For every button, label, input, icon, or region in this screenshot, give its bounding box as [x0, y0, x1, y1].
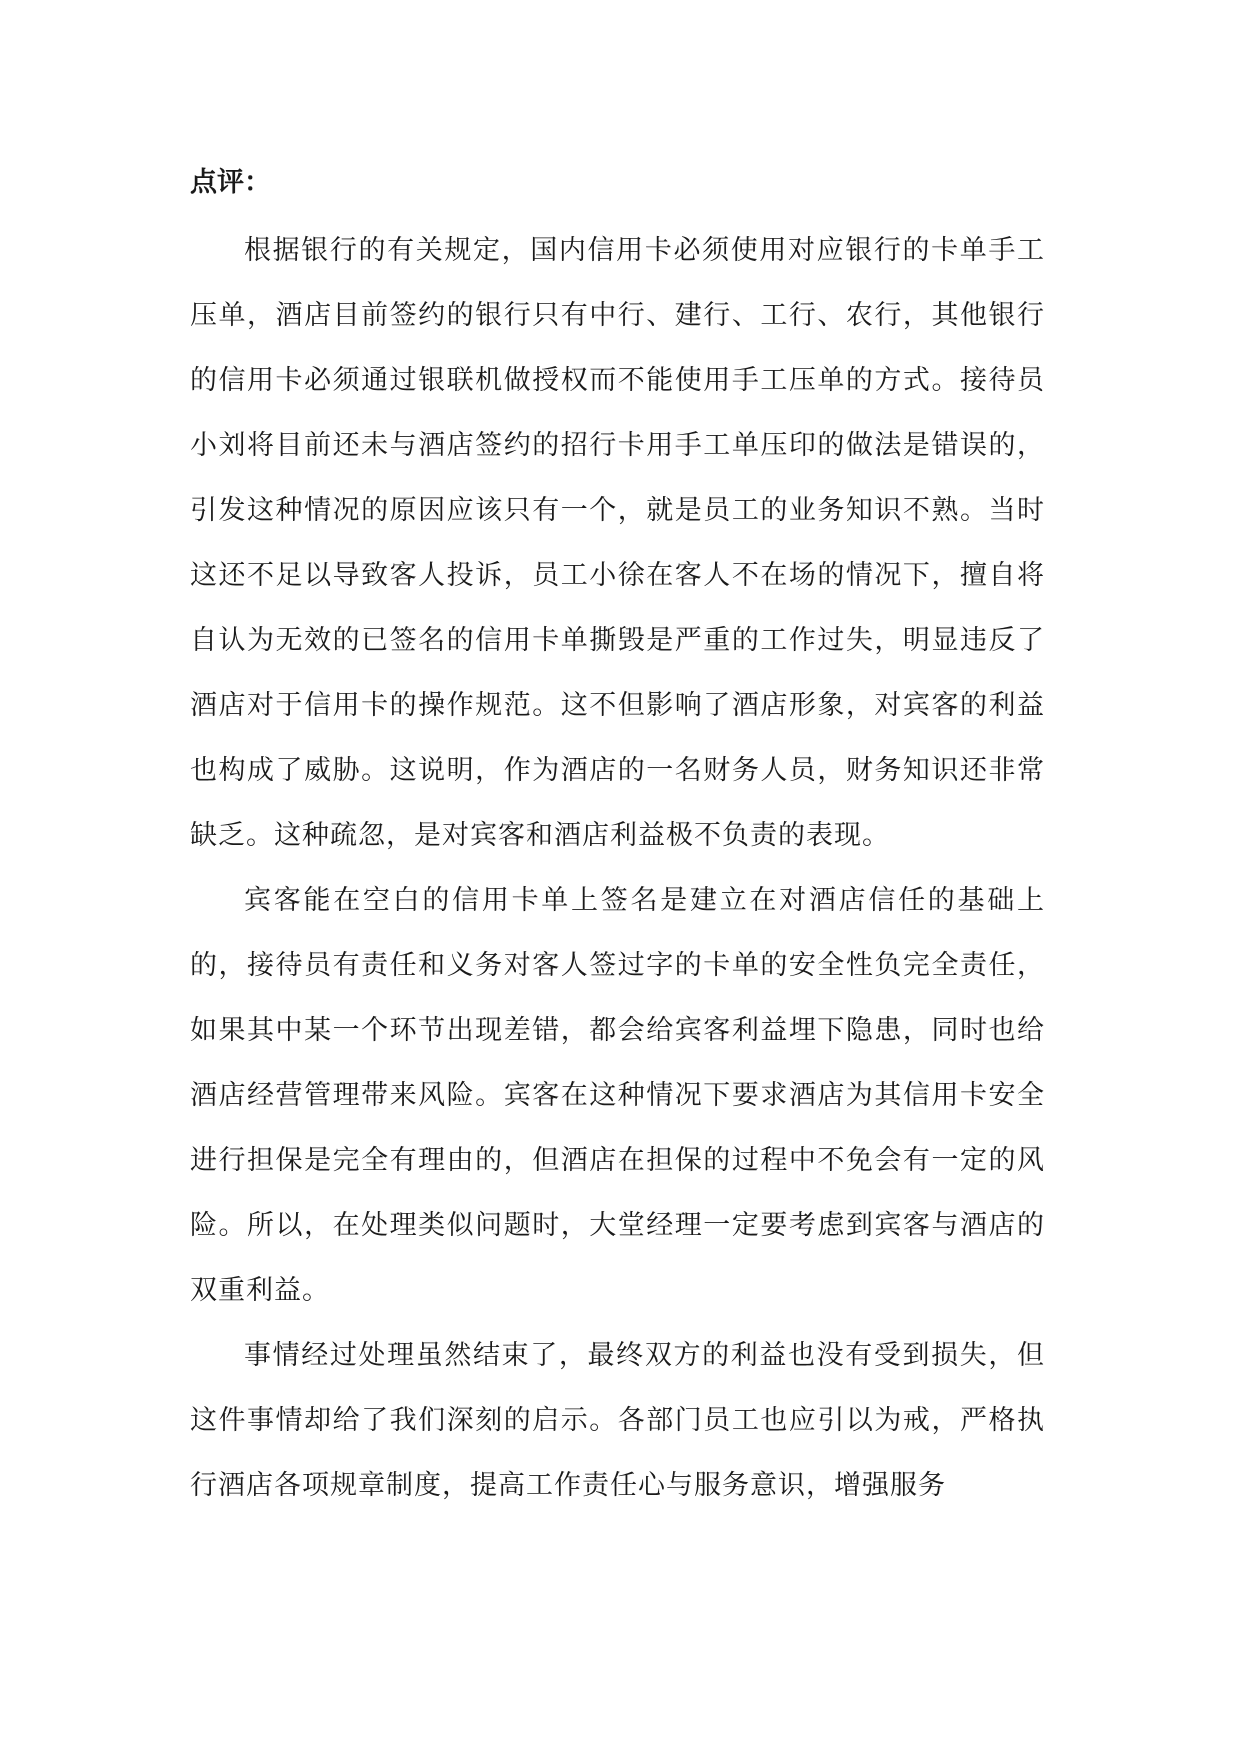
paragraph-1: 根据银行的有关规定，国内信用卡必须使用对应银行的卡单手工压单，酒店目前签约的银行只有中行、建行、工行、农行，其他银行的信用卡必须通过银联机做授权而不能使用手工压单的方式。接待员小刘将目前还未与酒店签约的招行卡用手工单压印的做法是错误的，引发这种情况的原因应该只有一个，就是员工的业务知识不熟。当时这还不足以导致客人投诉，员工小徐在客人不在场的情况下，擅自将自认为无效的已签名的信用卡单撕毁是严重的工作过失，明显违反了酒店对于信用卡的操作规范。这不但影响了酒店形象，对宾客的利益也构成了威胁。这说明，作为酒店的一名财务人员，财务知识还非常缺乏。这种疏忽，是对宾客和酒店利益极不负责的表现。: [190, 235, 1045, 851]
document-body: [190, 150, 1045, 1518]
paragraph-3: 事情经过处理虽然结束了，最终双方的利益也没有受到损失，但这件事情却给了我们深刻的启示。各部门员工也应引以为戒，严格执行酒店各项规章制度，提高工作责任心与服务意识，增强服务: [190, 1340, 1045, 1501]
paragraph-2: 宾客能在空白的信用卡单上签名是建立在对酒店信任的基础上的，接待员有责任和义务对客人签过字的卡单的安全性负完全责任，如果其中某一个环节出现差错，都会给宾客利益埋下隐患，同时也给酒店经营管理带来风险。宾客在这种情况下要求酒店为其信用卡安全进行担保是完全有理由的，但酒店在担保的过程中不免会有一定的风险。所以，在处理类似问题时，大堂经理一定要考虑到宾客与酒店的双重利益。: [190, 885, 1045, 1306]
section-heading: 点评：: [190, 167, 271, 198]
